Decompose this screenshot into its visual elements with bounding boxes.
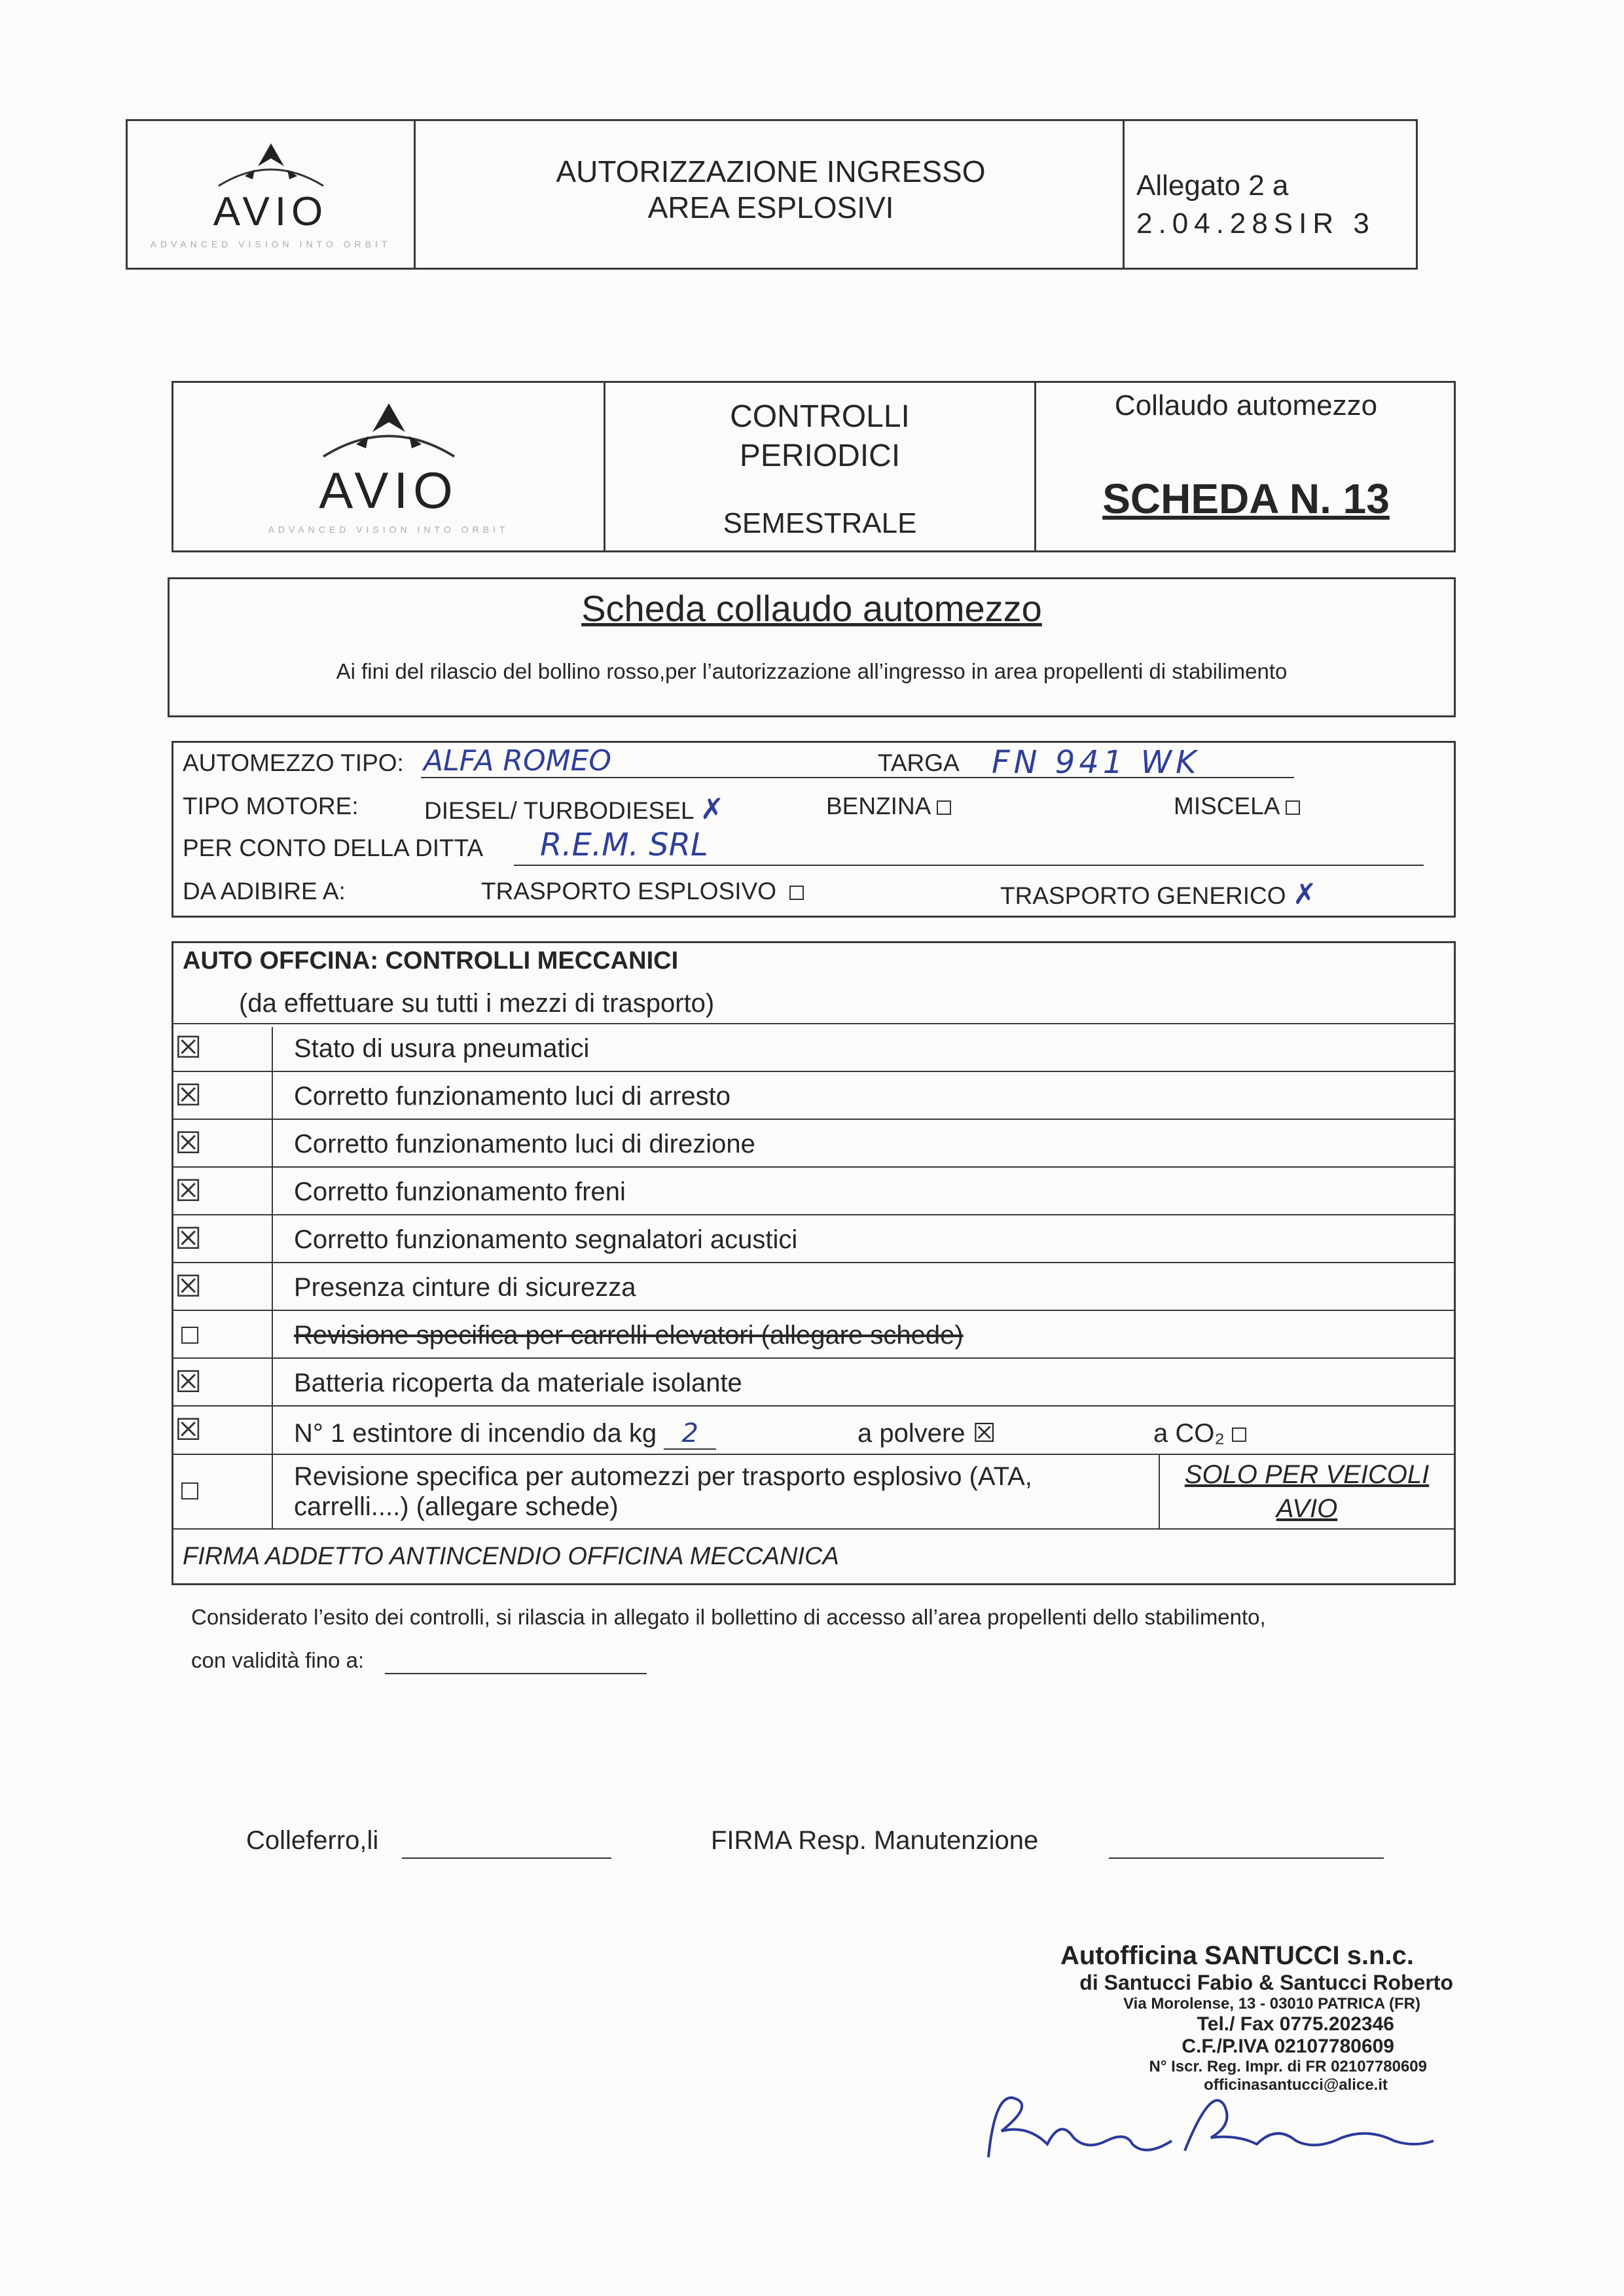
intro-subtitle: Ai fini del rilascio del bollino rosso,per l’autorizzazione all’ingresso in area propellenti di stabilimento [336, 659, 1288, 683]
co2-option [1153, 1418, 1246, 1448]
checks-title: AUTO OFFCINA: CONTROLLI MECCANICI [183, 947, 679, 975]
miscela-option [1174, 793, 1300, 820]
colleferro-underline[interactable] [402, 1857, 611, 1859]
controlli-title: CONTROLLI PERIODICI [730, 399, 910, 473]
generico-checkmark[interactable]: ✗ [1292, 878, 1317, 911]
firma-row [173, 1528, 1454, 1585]
check-label: Stato di usura pneumatici [294, 1034, 590, 1063]
header-title-1: AUTORIZZAZIONE INGRESSO AREA ESPLOSIVI [556, 154, 986, 225]
esplosivo-label: TRASPORTO ESPLOSIVO [481, 878, 776, 905]
check-row [173, 1214, 1454, 1263]
diesel-checkmark[interactable]: ✗ [700, 793, 725, 826]
checks-subtitle: (da effettuare su tutti i mezzi di trasporto) [239, 989, 715, 1018]
targa-label: TARGA [878, 749, 960, 776]
check-checkbox[interactable] [181, 1327, 198, 1344]
benzina-option [826, 793, 951, 820]
adibire-label: DA ADIBIRE A: [183, 878, 346, 905]
avio-logo-word: AVIO [213, 188, 329, 234]
scheda-box [1034, 383, 1454, 550]
check-row [173, 1310, 1454, 1359]
co2-checkbox[interactable] [1232, 1427, 1246, 1442]
avio-tagline: ADVANCED VISION INTO ORBIT [150, 238, 391, 249]
generico-label: TRASPORTO GENERICO [1000, 882, 1286, 909]
scheda-number: SCHEDA N. 13 [1102, 475, 1390, 522]
ditta-underline [514, 865, 1424, 866]
polvere-checkmark[interactable]: ☒ [972, 1419, 996, 1448]
stamp-line-6: N° Iscr. Reg. Impr. di FR 02107780609 [1149, 2058, 1427, 2075]
officina-stamp [982, 1941, 1453, 2094]
avio-tagline: ADVANCED VISION INTO ORBIT [268, 524, 509, 535]
benzina-checkbox[interactable] [937, 800, 951, 815]
check-checkmark[interactable]: ☒ [175, 1221, 202, 1255]
validita-underline[interactable] [385, 1673, 647, 1674]
check-label: Corretto funzionamento freni [294, 1177, 626, 1206]
check-label: Corretto funzionamento luci di direzione [294, 1130, 755, 1158]
stamp-line-1: Autofficina SANTUCCI s.n.c. [1060, 1941, 1414, 1970]
avio-logo [128, 121, 416, 268]
targa-underline [980, 777, 1294, 778]
check-label: Corretto funzionamento luci di arresto [294, 1082, 731, 1111]
colleferro-label: Colleferro,li [246, 1826, 379, 1855]
signature [975, 2079, 1447, 2170]
header-box-2 [171, 381, 1456, 552]
miscela-checkbox[interactable] [1286, 800, 1300, 815]
check-row [173, 1357, 1454, 1407]
allegato-label: Allegato 2 a [1136, 170, 1289, 202]
benzina-label: BENZINA [826, 793, 930, 819]
scheda-title: Scheda collaudo automezzo [581, 588, 1042, 629]
vehicle-box [171, 741, 1456, 918]
check-checkmark[interactable]: ☒ [175, 1078, 202, 1112]
avio-logo-icon [206, 140, 336, 192]
considerato-text: Considerato l’esito dei controlli, si rilascia in allegato il bollettino di accesso all’area propellenti dello stabilimento, [191, 1605, 1266, 1629]
firma-resp-label: FIRMA Resp. Manutenzione [711, 1826, 1039, 1855]
generico-option [1000, 878, 1317, 911]
miscela-label: MISCELA [1174, 793, 1279, 819]
stamp-line-2: di Santucci Fabio & Santucci Roberto [1079, 1971, 1453, 1994]
check-row [173, 1023, 1454, 1072]
intro-box [168, 577, 1456, 717]
check-checkmark[interactable]: ☒ [175, 1030, 202, 1064]
stamp-line-7: officinasantucci@alice.it [1204, 2076, 1388, 2094]
tipo-label: AUTOMEZZO TIPO: [183, 749, 404, 776]
check-checkmark[interactable]: ☒ [175, 1126, 202, 1160]
check-row [173, 1166, 1454, 1215]
check-label: Corretto funzionamento segnalatori acustici [294, 1225, 798, 1254]
estintore-label: N° 1 estintore di incendio da kg 2 [294, 1418, 716, 1450]
polvere-option [857, 1418, 996, 1448]
stamp-line-3: Via Morolense, 13 - 03010 PATRICA (FR) [1123, 1995, 1420, 2013]
check-row [173, 1071, 1454, 1120]
revisione-label: Revisione specifica per automezzi per trasporto esplosivo (ATA, carrelli....) (allegare schede) [294, 1462, 1032, 1521]
stamp-line-5: C.F./P.IVA 02107780609 [1182, 2036, 1394, 2057]
revisione-checkbox[interactable] [181, 1482, 198, 1499]
co2-label: a CO₂ [1153, 1419, 1225, 1448]
solo-avio-label: SOLO PER VEICOLI AVIO [1159, 1455, 1454, 1528]
avio-logo [173, 383, 605, 550]
revisione-row [173, 1454, 1454, 1530]
frequency-label: SEMESTRALE [723, 507, 917, 539]
estintore-kg[interactable]: 2 [664, 1418, 716, 1450]
avio-logo-word: AVIO [319, 461, 458, 519]
estintore-checkmark[interactable]: ☒ [175, 1412, 202, 1446]
check-label: Presenza cinture di sicurezza [294, 1273, 636, 1302]
checks-table [171, 941, 1456, 1585]
tipo-underline [421, 777, 1046, 778]
diesel-option [424, 793, 724, 826]
check-checkmark[interactable]: ☒ [175, 1269, 202, 1303]
estintore-row [173, 1405, 1454, 1455]
allegato-box [1123, 121, 1416, 268]
stamp-line-4: Tel./ Fax 0775.202346 [1197, 2013, 1394, 2035]
header-box-1 [126, 119, 1418, 270]
polvere-label: a polvere [857, 1419, 965, 1448]
collaudo-label: Collaudo automezzo [1114, 389, 1378, 422]
avio-logo-icon [304, 399, 474, 465]
tipo-value[interactable]: ALFA ROMEO [424, 744, 612, 778]
document-code: 2.04.28SIR 3 [1136, 207, 1375, 240]
check-label: Revisione specifica per carrelli elevatori (allegare schede) [294, 1321, 964, 1350]
check-checkmark[interactable]: ☒ [175, 1365, 202, 1399]
firma-resp-underline[interactable] [1109, 1857, 1384, 1859]
check-checkmark[interactable]: ☒ [175, 1174, 202, 1208]
esplosivo-checkbox[interactable] [789, 886, 804, 900]
validita-label: con validità fino a: [191, 1648, 365, 1672]
check-row [173, 1262, 1454, 1311]
check-label: Batteria ricoperta da materiale isolante [294, 1369, 742, 1397]
targa-value[interactable]: FN 941 WK [992, 744, 1200, 781]
ditta-value[interactable]: R.E.M. SRL [540, 827, 708, 863]
firma-antincendio-label: FIRMA ADDETTO ANTINCENDIO OFFICINA MECCANICA [183, 1543, 839, 1570]
diesel-label: DIESEL/ TURBODIESEL [424, 797, 694, 824]
check-row [173, 1119, 1454, 1168]
ditta-label: PER CONTO DELLA DITTA [183, 834, 484, 861]
check-column-divider [272, 1027, 273, 1528]
motore-label: TIPO MOTORE: [183, 793, 359, 819]
esplosivo-option [481, 878, 804, 905]
